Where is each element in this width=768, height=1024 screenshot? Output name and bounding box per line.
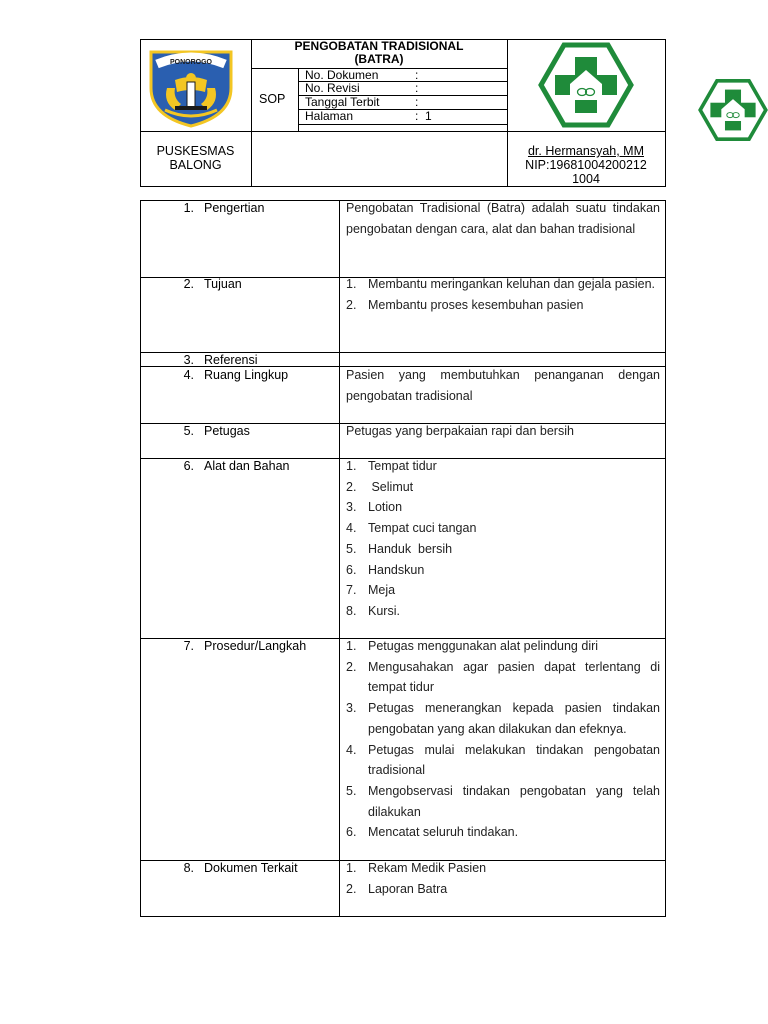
section-number: 5. (183, 424, 194, 438)
list-item (346, 879, 660, 900)
puskesmas-logo (538, 42, 634, 128)
signer-name: dr. Hermansyah, MM (527, 144, 644, 158)
org-line-2: BALONG (169, 158, 222, 172)
list-item-text: Selimut (368, 479, 414, 494)
section-label-referensi (170, 353, 258, 367)
list-item (346, 560, 660, 581)
section-number: 2. (183, 277, 194, 291)
list-item (346, 698, 660, 739)
section-label-pengertian (170, 201, 264, 215)
section-title: Prosedur/Langkah (204, 639, 307, 653)
list-item-text: Kursi. (368, 603, 400, 618)
list-item-text: Handuk bersih (368, 541, 453, 556)
list-item (346, 539, 660, 560)
list-item-number: 1. (346, 459, 357, 473)
list-item (346, 822, 660, 843)
section-number: 1. (183, 201, 194, 215)
section-label-tujuan (170, 277, 242, 291)
meta-label: No. Dokumen (305, 68, 379, 82)
list-item-text: Meja (368, 583, 396, 598)
list-item-number: 5. (346, 541, 357, 556)
section-label-ruang-lingkup (170, 368, 288, 382)
signer-block (507, 144, 665, 186)
list-item-number: 8. (346, 603, 357, 618)
list-item (346, 518, 660, 539)
meta-colon: : (415, 109, 419, 123)
meta-row-tanggal-terbit (305, 95, 505, 109)
list-item-text: Handskun (368, 562, 425, 577)
meta-label: Halaman (305, 109, 354, 123)
org-line-1: PUSKESMAS (156, 144, 235, 158)
list-item (346, 858, 660, 879)
list-item (346, 657, 660, 698)
section-title: Pengertian (204, 201, 265, 215)
section-content-ruang-lingkup: Pasien yang membutuhkan penanganan dengan pengobatan tradisional (346, 368, 660, 403)
section-number: 7. (183, 639, 194, 653)
list-item-text: Lotion (368, 500, 403, 515)
section-number: 6. (183, 459, 194, 473)
title-line-1: PENGOBATAN TRADISIONAL (294, 39, 464, 53)
section-content-prosedur-langkah (346, 636, 660, 843)
section-number: 3. (183, 353, 194, 367)
list-item-number: 6. (346, 562, 357, 577)
list-item-text: Mengobservasi tindakan pengobatan yang telah dilakukan (368, 783, 660, 819)
section-title: Alat dan Bahan (204, 459, 290, 473)
list-item-number: 2. (346, 297, 357, 312)
section-title: Referensi (204, 353, 258, 367)
list-item (346, 740, 660, 781)
section-title: Dokumen Terkait (204, 861, 298, 875)
list-item-text: Membantu meringankan keluhan dan gejala pasien. (368, 277, 655, 291)
list-item-number: 5. (346, 783, 357, 798)
meta-row-no-dokumen (305, 68, 505, 82)
list-item-number: 3. (346, 500, 357, 515)
list-item-text: Mencatat seluruh tindakan. (368, 825, 519, 840)
list-item-text: Mengusahakan agar pasien dapat terlentang di tempat tidur (368, 659, 660, 695)
list-item-text: Rekam Medik Pasien (368, 861, 487, 875)
meta-colon: : (415, 68, 419, 82)
list-item (346, 497, 660, 518)
signer-nip-line-1: NIP:19681004200212 (525, 158, 647, 172)
signer-nip-line-2: 1004 (572, 172, 600, 186)
list-item-text: Petugas mulai melakukan tindakan pengobatan tradisional (368, 742, 660, 778)
organization-name (140, 144, 251, 172)
section-number: 4. (183, 368, 194, 382)
meta-row-no-revisi (305, 81, 505, 95)
list-item (346, 601, 660, 622)
section-label-alat-dan-bahan (170, 459, 290, 473)
section-label-dokumen-terkait (170, 861, 298, 875)
list-item (346, 636, 660, 657)
section-content-pengertian: Pengobatan Tradisional (Batra) adalah suatu tindakan pengobatan dengan cara, alat dan bahan tradisional (346, 201, 660, 236)
section-content-alat-dan-bahan (346, 456, 660, 622)
section-title: Ruang Lingkup (204, 368, 289, 382)
list-item-number: 2. (346, 479, 357, 494)
section-label-prosedur-langkah (170, 639, 306, 653)
list-item-text: Tempat cuci tangan (368, 521, 477, 536)
list-item-number: 1. (346, 639, 357, 653)
list-item-text: Petugas menggunakan alat pelindung diri (368, 639, 599, 653)
list-item-number: 6. (346, 825, 357, 840)
list-item (346, 295, 660, 316)
section-number: 8. (183, 861, 194, 875)
list-item-text: Tempat tidur (368, 459, 437, 473)
list-item-text: Laporan Batra (368, 881, 448, 896)
list-item (346, 781, 660, 822)
meta-label: Tanggal Terbit (305, 95, 380, 109)
list-item (346, 580, 660, 601)
meta-colon: : (415, 81, 419, 95)
meta-row-halaman (305, 109, 505, 123)
section-title: Petugas (204, 424, 250, 438)
section-title: Tujuan (204, 277, 242, 291)
section-content-tujuan (346, 274, 660, 315)
list-item-number: 2. (346, 659, 357, 674)
meta-colon: : (415, 95, 419, 109)
title-line-2: (BATRA) (354, 52, 404, 66)
list-item-number: 1. (346, 277, 357, 291)
puskesmas-logo-outside (698, 76, 768, 144)
section-label-petugas (170, 424, 250, 438)
section-content-dokumen-terkait (346, 858, 660, 899)
ponorogo-emblem-logo (145, 44, 237, 128)
list-item-number: 4. (346, 742, 357, 757)
meta-value: 1 (425, 109, 432, 123)
list-item-text: Petugas menerangkan kepada pasien tindakan pengobatan yang akan dilakukan dan efeknya. (368, 701, 660, 736)
sop-label: SOP (259, 92, 286, 106)
meta-label: No. Revisi (305, 81, 360, 95)
list-item-number: 1. (346, 861, 357, 875)
list-item-number: 4. (346, 521, 357, 536)
section-content-petugas: Petugas yang berpakaian rapi dan bersih (346, 424, 574, 438)
list-item (346, 274, 660, 295)
list-item-text: Membantu proses kesembuhan pasien (368, 297, 584, 312)
list-item (346, 477, 660, 498)
svg-text:PONOROGO: PONOROGO (169, 59, 213, 66)
list-item-number: 3. (346, 701, 357, 716)
list-item-number: 7. (346, 583, 357, 598)
list-item-number: 2. (346, 881, 357, 896)
document-title (251, 40, 507, 66)
list-item (346, 456, 660, 477)
